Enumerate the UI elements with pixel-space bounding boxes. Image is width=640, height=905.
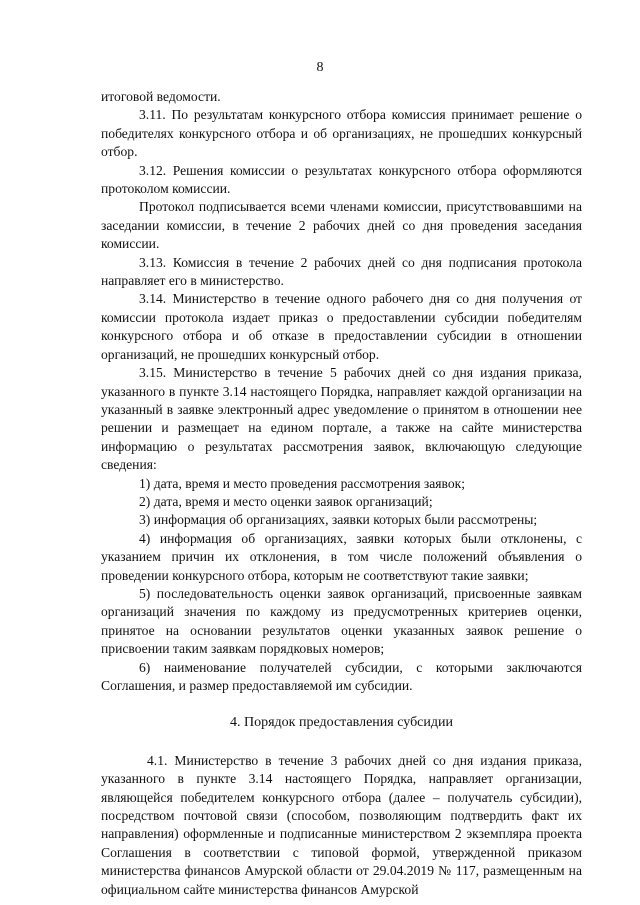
paragraph-3-15: 3.15. Министерство в течение 5 рабочих дней со дня издания приказа, указанного в пункте 3.14 настоящего Порядка, направляет каждой организации на указанный в заявке электронный адрес уведомление о принятом в отношении нее решении и размещает на едином портале, а также на сайте министерства информацию о результатах рассмотрения заявок, включающую следующие сведения: [101,365,582,473]
paragraph-4-1: 4.1. Министерство в течение 3 рабочих дней со дня издания приказа, указанного в пункте 3.14 настоящего Порядка, направляет организации, являющейся победителем конкурсного отбора (далее – получатель субсидии), посредством почтовой связи (способом, позволяющим подтвердить факт их направления) оформленные и подписанные министерством 2 экземпляра проекта Соглашения в соответствии с типовой формой, утвержденной приказом министерства финансов Амурской области от 29.04.2019 № 117, размещенным на официальном сайте министерства финансов Амурской [101,752,582,897]
list-item-1: 1) дата, время и место проведения рассмотрения заявок; [139,475,466,491]
list-item-5: 5) последовательность оценки заявок организаций, присвоенные заявкам организаций значения по каждому из предусмотренных критериев оценки, принятое на основании результатов оценки указанных заявок решение о присвоении таким заявкам порядковых номеров; [101,585,582,657]
list-item-4: 4) информация об организациях, заявки которых были отклонены, с указанием причин их отклонения, в том числе положений объявления о проведении конкурсного отбора, которым не соответствуют такие заявки; [101,530,582,583]
paragraph-protocol: Протокол подписывается всеми членами комиссии, присутствовавшими на заседании комиссии, в течение 2 рабочих дней со дня проведения заседания комиссии. [101,199,582,252]
paragraph-3-14: 3.14. Министерство в течение одного рабочего дня со дня получения от комиссии протокола издает приказ о предоставлении субсидии победителям конкурсного отбора и об отказе в предоставлении субсидии в отношении организаций, не прошедших конкурсный отбор. [101,291,582,362]
list-item-6: 6) наименование получателей субсидии, с которыми заключаются Соглашения, и размер предоставляемой им субсидии. [101,659,582,693]
paragraph-3-13: 3.13. Комиссия в течение 2 рабочих дней со дня подписания протокола направляет его в министерство. [101,254,582,289]
section-title: 4. Порядок предоставления субсидии [229,715,453,731]
list-item-3: 3) информация об организациях, заявки которых были рассмотрены; [139,512,538,528]
list-item-2: 2) дата, время и место оценки заявок организаций; [139,493,433,509]
page-number: 8 [316,60,324,75]
paragraph-3-12: 3.12. Решения комиссии о результатах конкурсного отбора оформляются протоколом комиссии. [101,162,582,197]
paragraph-3-11: 3.11. По результатам конкурсного отбора комиссия принимает решение о победителях конкурсного отбора и об организациях, не прошедших конкурсный отбор. [101,107,582,160]
document-body [101,88,582,899]
paragraph-continuation: итоговой ведомости. [101,89,221,104]
